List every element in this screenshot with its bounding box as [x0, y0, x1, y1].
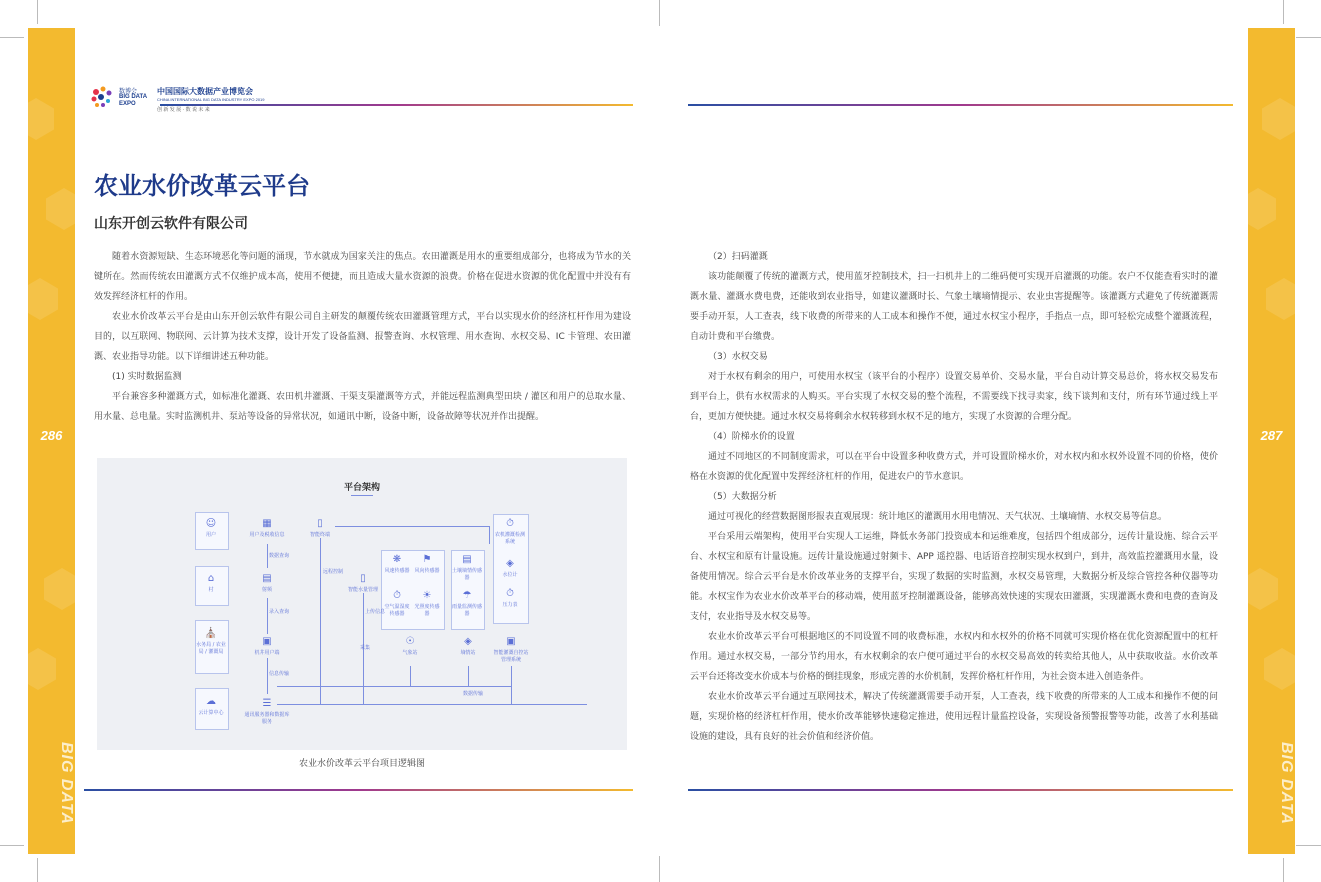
company-name: 山东开创云软件有限公司 [94, 216, 248, 232]
section-heading: （4）阶梯水价的设置 [708, 432, 795, 442]
connector [267, 658, 268, 694]
header-rule-left [160, 104, 633, 106]
hexagon-decoration [1248, 188, 1276, 230]
hexagon-decoration [1248, 568, 1278, 610]
logo-big-data-text: BIG DATA EXPO [119, 94, 147, 107]
crop-mark [1283, 858, 1284, 882]
rain-icon: ☂ [462, 590, 472, 601]
hexagon-decoration [28, 648, 56, 690]
fan-icon: ❋ [392, 554, 402, 565]
monitor-icon: ▣ [262, 636, 272, 647]
architecture-figure [97, 458, 627, 750]
article-title: 农业水价改革云平台 [94, 172, 310, 200]
expo-name-cn: 中国国际大数据产业博览会 [157, 87, 253, 96]
weather-icon: ☉ [405, 636, 415, 647]
connector [511, 666, 512, 704]
paragraph: 农业水价改革云平台可根据地区的不同设置不同的收费标准，水权内和水权外的价格不同就可实现价格在优化资源配置中的杠杆作用。通过水权交易，一部分节约用水，有水权剩余的农户便可通过平台的水权交易高效的转卖给其他人，从中获取收益。水价改革云平台还将改变水价成本与价格的倒挂现象，形成完善的水价机制，发挥价格杠杆作用，为社会资本进入创造条件。 [690, 632, 1218, 682]
hexagon-decoration [44, 568, 75, 610]
diagram-title: 平台架构 [343, 483, 380, 493]
footer-rule-right [688, 789, 1233, 791]
flow-label: 信息传输 [269, 671, 290, 677]
crop-mark [659, 0, 660, 26]
phone-icon: ▯ [317, 518, 323, 529]
section-heading: （2）扫码灌溉 [708, 252, 768, 262]
hexagon-decoration [1264, 648, 1295, 690]
section-heading: (1) 实时数据监测 [112, 372, 182, 382]
water-level-node: ◈ 水位计 [494, 558, 526, 578]
page-number-left: 286 [40, 428, 63, 443]
crop-mark [37, 858, 38, 882]
auto-station-node: ▣ 智能灌溉自控站管理系统 [493, 636, 529, 663]
sensor-node: ❋ 风速传感器 [384, 554, 410, 574]
gauge-icon: ⏱ [393, 590, 401, 601]
paragraph: 对于水权有剩余的用户，可使用水权宝（该平台的小程序）设置交易单价、交易水量，平台自动计算交易总价，将水权交易发布到平台上，供有水权需求的人购买。平台实现了水权交易的整个流程，不需要线下找寻卖家，线下谈判和支付，所有环节通过线上平台，更加方便快捷。通过水权交易将剩余水权转移到水权不足的地方，实现了水资源的合理分配。 [690, 372, 1218, 422]
irrigation-node: ⏱ 农机灌溉检测系统 [494, 518, 525, 545]
sensor-node: ☀ 光照度传感器 [414, 590, 440, 617]
hexagon-decoration [28, 278, 58, 320]
connector [410, 666, 411, 686]
grid-icon: ▦ [262, 518, 272, 529]
flow-label: 采集 [359, 645, 370, 651]
server-node: ☰ 通讯服务器和数据库服务 [244, 698, 290, 725]
user-icon: ☺ [205, 518, 217, 529]
water-manage-node: ▯ 智能水量管理 [345, 573, 381, 593]
village-node: ⌂ 村 [195, 573, 227, 593]
gauge-icon: ⏱ [506, 518, 514, 529]
connector [468, 666, 469, 686]
left-sidebar [28, 28, 75, 854]
header-rule-right [688, 104, 1233, 106]
paragraph: 农业水价改革云平台通过互联网技术，解决了传统灌溉需要手动开泵，人工查表，线下收费的所带来的人工成本和操作不便的问题，实现价格的经济杠杆作用，使水价改革能够快速稳定推进，使用远程计量监控设备，实现设备预警报警等功能，改善了水利基础设施的建设，具有良好的社会价值和经济价值。 [690, 692, 1218, 742]
well-client-node: ▣ 机井用户端 [247, 636, 287, 656]
connector [320, 538, 321, 704]
section-heading: （5）大数据分析 [708, 492, 777, 502]
hexagon-decoration [1266, 278, 1295, 320]
hexagon-decoration [28, 98, 54, 140]
figure-caption: 农业水价改革云平台项目逻辑图 [298, 759, 425, 769]
page-number-right: 287 [1260, 428, 1283, 443]
flow-label: 上传信息 [365, 609, 386, 615]
sensor-node: ⏱ 空气温湿度传感器 [384, 590, 410, 617]
crop-mark [0, 845, 24, 846]
server-icon: ☰ [262, 698, 272, 709]
paragraph: 该功能颠覆了传统的灌溉方式，使用蓝牙控制技术，扫一扫机井上的二维码便可实现开启灌溉的功能。农户不仅能查看实时的灌溉水量、灌溉水费电费，还能收到农业指导，如建议灌溉时长、气象土壤墒情提示、农业虫害提醒等。该灌溉方式避免了传统灌溉需要手动开泵，人工查表，线下收费的所带来的人工成本和操作不便，通过水权宝小程序，手指点一点，即可轻松完成整个灌溉流程，自动计费和平台缴费。 [690, 272, 1218, 342]
connector [267, 544, 268, 568]
cloud-center-node: ☁ 云计算中心 [195, 696, 227, 716]
drop-icon: ◈ [506, 558, 514, 569]
rf-node: ▤ 射频 [247, 573, 287, 593]
left-body-text [94, 247, 631, 427]
connector [277, 686, 512, 687]
sensor-node: ⚑ 风向传感器 [414, 554, 440, 574]
paragraph: 随着水资源短缺、生态环境恶化等问题的涌现，节水就成为国家关注的焦点。农田灌溉是用水的重要组成部分，也将成为节水的关键所在。然而传统农田灌溉方式不仅维护成本高，使用不便捷，而且造成大量水资源的浪费。价格在促进水资源的优化配置中并没有有效发挥经济杠杆的作用。 [94, 252, 631, 302]
control-icon: ▣ [506, 636, 516, 647]
soil-station-node: ◈ 墒情站 [451, 636, 485, 656]
sun-icon: ☀ [422, 590, 432, 601]
paragraph: 通过可视化的经营数据图形报表直观展现：统计地区的灌溉用水用电情况、天气状况、土壤墒情、水权交易等信息。 [708, 512, 1168, 522]
card-icon: ▤ [262, 573, 272, 584]
drop-icon: ◈ [464, 636, 472, 647]
expo-name-en: CHINA INTERNATIONAL BIG DATA INDUSTRY EXPO 2019 [157, 97, 265, 102]
crop-mark [1283, 0, 1284, 24]
bank-icon: ⛪ [204, 628, 218, 639]
connector [489, 526, 490, 544]
side-label-right: BIG DATA [1278, 741, 1295, 825]
paragraph: 平台采用云端架构，使用平台实现人工运维，降低水务部门投资成本和运维难度，包括四个组成部分，远传计量设施、综合云平台、水权宝和原有计量设施。远传计量设施通过射频卡、APP 遥控器、电话语音控制实现水权到户，到井，高效监控灌溉用水量，设备使用情况。综合云平台是水价改革业务的支撑平台，实现了数据的实时监测，水权交易管理，大数据分析及综合管控各种仪器等功能。水权宝作为农业水价改革平台的移动端，使用蓝牙控制灌溉设备，能够高效快速的实现农田灌溉，实现灌溉水费和电费的查询及支付，农业指导及水权交易等。 [690, 532, 1218, 622]
footer-rule-left [84, 789, 633, 791]
moisture-icon: ▤ [462, 554, 472, 565]
flag-icon: ⚑ [422, 554, 432, 565]
user-tax-node: ▦ 用户及税收信息 [245, 518, 289, 538]
crop-mark [1296, 845, 1321, 846]
connector [335, 526, 490, 527]
diagram-title-underline [351, 495, 373, 496]
flow-label: 数据查询 [269, 553, 290, 559]
connector [267, 598, 268, 634]
hexagon-decoration [1262, 98, 1295, 140]
right-body-text [690, 247, 1218, 747]
user-node: ☺ 用户 [195, 518, 227, 538]
weather-station-node: ☉ 气象站 [393, 636, 427, 656]
right-sidebar [1248, 28, 1295, 854]
soil-node: ▤ 土壤墒情传感器 [452, 554, 483, 581]
cloud-icon: ☁ [206, 696, 216, 707]
crop-mark [37, 0, 38, 24]
section-heading: （3）水权交易 [708, 352, 768, 362]
crop-mark [1296, 37, 1321, 38]
logo-small-text: 数博会 [119, 89, 138, 95]
crop-mark [659, 856, 660, 882]
house-icon: ⌂ [207, 573, 215, 584]
flow-label: 数据传输 [462, 691, 483, 697]
expo-slogan: 创 新 发 展 · 数 说 未 来 [157, 107, 210, 113]
pressure-node: ⏱ 压力表 [494, 588, 526, 608]
bureau-node: ⛪ 水务局 / 农业局 / 灌溉局 [196, 628, 226, 655]
paragraph: 通过不同地区的不同制度需求，可以在平台中设置多种收费方式，并可设置阶梯水价，对水权内和水权外设置不同的价格，使价格在水资源的优化配置中发挥经济杠杆的作用，促进农户的节水意识。 [690, 452, 1218, 482]
flow-label: 远程控制 [323, 569, 344, 575]
crop-mark [0, 37, 24, 38]
paragraph: 平台兼容多种灌溉方式，如标准化灌溉、农田机井灌溉、干渠支渠灌溉等方式，并能远程监测典型田块 / 灌区和用户的总取水量、用水量、总电量。实时监测机井、泵站等设备的异常状况，如通讯中断，设备中断，设备故障等状况并作出提醒。 [94, 392, 631, 422]
side-label-left: BIG DATA [58, 741, 75, 825]
connector [277, 704, 587, 705]
hexagon-decoration [46, 188, 75, 230]
rain-node: ☂ 雨量监测传感器 [452, 590, 483, 617]
gauge-icon: ⏱ [506, 588, 514, 599]
paragraph: 农业水价改革云平台是由山东开创云软件有限公司自主研发的颠覆传统农田灌溉管理方式，平台以实现水价的经济杠杆作用为建设目的，以互联网、物联网、云计算为技术支撑，设计开发了设备监测、报警查询、水权管理、用水查询、水权交易、IC 卡管理、农田灌溉、农业指导功能。以下详细讲述五种功能。 [94, 312, 631, 362]
flow-label: 录入查询 [269, 609, 290, 615]
expo-logo-mark-icon [88, 84, 116, 112]
smart-terminal-node: ▯ 智能终端 [302, 518, 338, 538]
phone-icon: ▯ [360, 573, 366, 584]
expo-logo [88, 84, 288, 118]
